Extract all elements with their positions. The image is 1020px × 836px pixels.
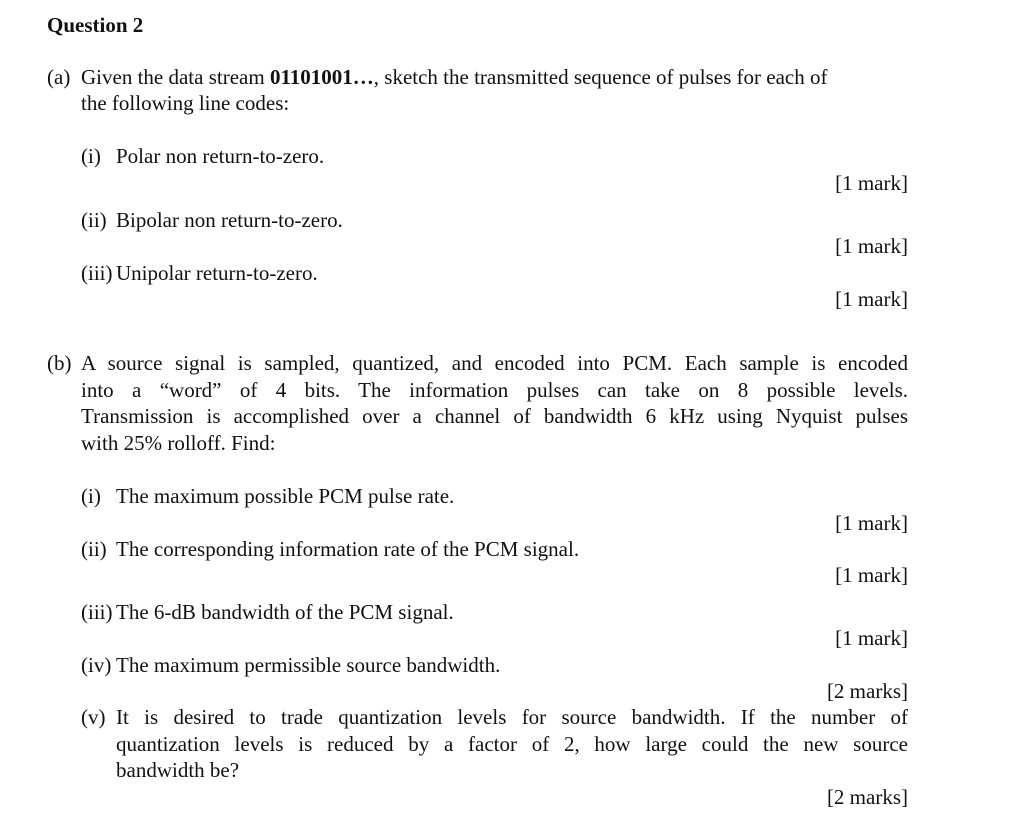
part-a-label: (a) xyxy=(47,65,71,89)
mark-label: [1 mark] xyxy=(835,234,908,258)
part-b-line: into a “word” of 4 bits. The information pulses can take on 8 possible levels. xyxy=(81,378,908,402)
mark-label: [1 mark] xyxy=(835,563,908,587)
part-a-line-1-pre: Given the data stream xyxy=(81,65,270,89)
part-a-item-label: (iii) xyxy=(81,261,113,285)
part-b-item-label: (iv) xyxy=(81,653,112,677)
question-title: Question 2 xyxy=(47,13,144,37)
part-a-line-1-post: , sketch the transmitted sequence of pulses for each of xyxy=(373,65,828,89)
data-stream: 01101001… xyxy=(269,65,374,89)
mark-label: [2 marks] xyxy=(826,679,908,703)
part-b-line: A source signal is sampled, quantized, and encoded into PCM. Each sample is encoded xyxy=(81,351,908,375)
part-a-item-label: (ii) xyxy=(81,208,107,232)
part-b-item-text-line: quantization levels is reduced by a factor of 2, how large could the new source xyxy=(116,732,908,756)
mark-label: [2 marks] xyxy=(826,785,908,809)
part-a-item-text: Polar non return-to-zero. xyxy=(116,144,325,168)
mark-label: [1 mark] xyxy=(835,171,908,195)
part-a-item-label: (i) xyxy=(81,144,101,168)
part-a-line-2: the following line codes: xyxy=(81,91,290,115)
part-b-label: (b) xyxy=(47,351,72,375)
part-b-item-label: (v) xyxy=(81,705,106,729)
part-a-item-text: Bipolar non return-to-zero. xyxy=(116,208,343,232)
part-b-item-text-line: bandwidth be? xyxy=(116,758,240,782)
part-b-item-label: (iii) xyxy=(81,600,113,624)
part-b-item-text: The 6-dB bandwidth of the PCM signal. xyxy=(116,600,454,624)
part-b-item-text: The maximum possible PCM pulse rate. xyxy=(116,484,455,508)
part-b-item-label: (i) xyxy=(81,484,101,508)
mark-label: [1 mark] xyxy=(835,511,908,535)
part-a-line-1 xyxy=(81,64,827,90)
part-b-item-text: The maximum permissible source bandwidth. xyxy=(116,653,501,677)
mark-label: [1 mark] xyxy=(835,287,908,311)
part-b-line: Transmission is accomplished over a channel of bandwidth 6 kHz using Nyquist pulses xyxy=(81,404,908,428)
part-b-item-text: The corresponding information rate of the PCM signal. xyxy=(116,537,580,561)
part-b-item-text-line: It is desired to trade quantization levels for source bandwidth. If the number of xyxy=(116,705,908,729)
part-b-item-label: (ii) xyxy=(81,537,107,561)
mark-label: [1 mark] xyxy=(835,626,908,650)
part-a-item-text: Unipolar return-to-zero. xyxy=(116,261,318,285)
part-b-line: with 25% rolloff. Find: xyxy=(81,431,276,455)
